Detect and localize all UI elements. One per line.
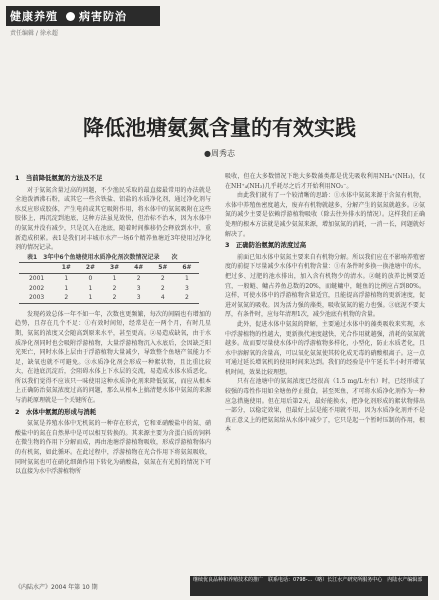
issue-info: 《内陆水产》2004 年第 10 期 bbox=[15, 584, 98, 591]
paragraph: 吸收，但在大多数情况下绝大多数藻类都是优先吸收利用NH₄⁺(NH₃)，仅在NH⁺₄(NH₃)几乎耗尽之后才开始利用NO₃⁻。 bbox=[225, 173, 425, 190]
paragraph: 发现药效总体一年不如一年，次数也更频繁，每次的间隔也有增加的趋势，且存在几个不足：①有效时间短，经常是在一两个月，有时几星期，氨氮的浓度又会随高到原来水平，甚至更高。②易造成缺氧，由于水质净化剂同时也会吸附浮游植物，大量浮游植物沉入水底后，会因缺乏阳光死亡，同时水体上层由于浮游植物大量减少，导致整个鱼塘产氧能力不足，缺氧也就不可避免。③水质净化剂会形成一种絮状物，且比重比较大，在池底沉淀后，会阻碍水体上下水层的交流，易造成水体水质恶化，所以我们觉得不应该只一味使用这种水质净化剂来降低氨氮，而应从根本上正确防治氨氮浓度过高的问题，那么从根本上搞清楚水体中氨氮的来源与消耗原理就是一个关键所在。 bbox=[15, 310, 211, 405]
table-cell: 1 bbox=[112, 274, 117, 282]
table-cell: 2 bbox=[136, 274, 141, 282]
advertisement-banner: 继续优良品种和养殖技术的推广 联系电话：0798-...（略）长江水产研究所服务中心 内陆水产编辑部 bbox=[190, 576, 428, 596]
table-header-cell: 6# bbox=[182, 264, 192, 272]
table-cell: 1 bbox=[64, 274, 69, 282]
table-header-cell: 3# bbox=[109, 264, 120, 272]
section-label-left: 健康养殖 bbox=[10, 10, 58, 23]
table-cell: 3 bbox=[136, 294, 141, 302]
article-author: ●周秀志 bbox=[204, 149, 235, 158]
paragraph: 对于氨氮含量过高的问题，不少渔民采取的最直接最常用的办法就是全池泼洒沸石粉，或其它一些含铁盐、铝盐的水质净化剂，通过净化剂与水反应形成胶体，产生电荷或其它吸附作用，将水体中的氨氮吸附在这些胶体上，再沉淀到池底，这种方法虽见效快，但治标不治本，因为水体中的氨氮并没有减少，只是沉入在池底，随着时间推移仍会释放到水中，重新造成积累。表1是我们对丰城市水产一场6个精养鱼塘近3年使用过净化剂的情况记录。 bbox=[15, 186, 211, 252]
table-cell: 2003 bbox=[28, 294, 45, 302]
table-cell: 1 bbox=[88, 284, 93, 292]
paragraph: 此外，促进水体中氨氮的降解，主要通过水体中的藻类吸收来实现，水中浮游植物的性越大，更新换代速度越快，光合作用就越强，消耗的氨氮就越多。故而要尽量使水体中的浮游植物多样化，小型化，防止水质老化，且水中溶解氧的含量高，可以氧化氨氮使其转化成无毒的硝酸根离子。这一点可通过延长增氧机的使用时间来达到。我们的经验是中午延长半小时开增氧机时间，效果比较理想。 bbox=[225, 320, 425, 376]
table-row bbox=[19, 293, 199, 303]
table-cell: 0 bbox=[88, 274, 93, 282]
table-row bbox=[19, 284, 199, 294]
table-cell: 3 bbox=[185, 284, 189, 292]
table-cell: 1 bbox=[88, 294, 93, 302]
table-header-row bbox=[19, 263, 199, 274]
table-cell: 2002 bbox=[28, 284, 45, 292]
section-heading-3: 3 正确防治氨氮的浓度过高 bbox=[225, 241, 307, 250]
table-cell: 2 bbox=[112, 284, 117, 292]
table-header-cell: 1# bbox=[61, 264, 71, 272]
table-header-cell bbox=[19, 263, 54, 274]
page-header bbox=[0, 0, 439, 40]
table-cell: 1 bbox=[64, 284, 69, 292]
table-row bbox=[19, 273, 199, 283]
article-title: 降低池塘氨氮含量的有效实践 bbox=[83, 116, 356, 140]
table-header-cell: 5# bbox=[158, 264, 168, 272]
section-label-right: 病害防治 bbox=[79, 10, 127, 23]
table-cell: 2 bbox=[160, 284, 165, 292]
table-header-cell: 2# bbox=[85, 264, 96, 272]
section-heading-2: 2 水体中氨氮的形成与消耗 bbox=[15, 407, 97, 416]
table-header-cell: 4# bbox=[134, 264, 144, 272]
section-heading-1: 1 当前降低氨氮的方法及不足 bbox=[15, 174, 103, 182]
table-cell: 3 bbox=[136, 284, 141, 292]
right-column bbox=[225, 172, 425, 572]
table-cell: 2 bbox=[64, 294, 69, 302]
table-cell: 2 bbox=[160, 274, 165, 282]
table-caption: 表1 3年中6个鱼塘使用水质净化剂次数情况记录 次 bbox=[27, 253, 178, 261]
paragraph: 只有在池塘中的氨氮浓度已经很高（1.5 mg/L左右）时，已经形成了较强的毒性作用如全塘鱼停止摄食，甚至死鱼，才可将水质净化剂作为一种应急措施使用。但在用后第2天，最好能换水，把净化剂形成的絮状物排出一部分，以稳定效果，但最好上层是能不用就不用，因为水质净化剂并不是真正意义上的把氨氮给从水体中减少了，它只是起一个暂时压制的作用，根本 bbox=[225, 378, 425, 434]
page-footer bbox=[0, 574, 439, 600]
paragraph: 由此我们就有了一个较清晰的思路：①水体中氨氮来源于含氮有机物，水体中养殖鱼密度越大，废弃有机物就越多，分解产生的氨氮就越多。②氨氮的减少主要是依赖浮游植物吸收（除去往外排水的情况）。这样我们正确处理的根本方法就是减少氨氮来源，增加氨氮的消耗，一消一长，问题就好解决了。 bbox=[225, 192, 425, 238]
table-cell: 2001 bbox=[28, 274, 45, 282]
usage-table bbox=[19, 262, 199, 303]
paragraph: 氨氮是养殖水体中无机氮的一种存在形式，它和亚硝酸盐中的氮、硝酸盐中的氮在自然界中是可以相互转换的。其来源主要为含蛋白质的饲料在微生物的作用下分解而成，再由池塘浮游植物吸收，形成浮游植物体内的有机氮，如此循环。在此过程中，浮游植物在光合作用下将氨氮吸收，同时氨氮也可在硝化细菌作用下转化为硝酸盐，氨氮在有光照的情况下可以直接为水中浮游植物所 bbox=[15, 420, 211, 476]
table-cell: 1 bbox=[185, 274, 189, 282]
left-column bbox=[15, 172, 211, 572]
paragraph: 前面已知水体中氨氮主要来自有机物分解。所以我们应在不影响养殖密度的前提下尽量减少水体中有机物含量：①有条件时多换一换池塘中的水，把过多、过肥的池水排出，加入含有机物少的清水。②鲢的放养比例要适宜，一般鲢、鳙占养鱼总数的20%，而鲢鳙中，鲢鱼的比例应占到80%。这样，可使水体中的浮游植物含量适宜，且能提高浮游植物的更新速度，促进对氨氮的吸收。因为活力强的藻类，吸收氨氮的能力也强。③底泥不要太厚，有条件时，应每年清理1次，减少池底有机物的含量。 bbox=[225, 253, 425, 319]
table-cell: 4 bbox=[160, 294, 165, 302]
editor-credit: 责任编辑 / 徐永超 bbox=[10, 30, 58, 37]
section-banner bbox=[6, 6, 160, 26]
table-cell: 2 bbox=[112, 294, 117, 302]
table-cell: 2 bbox=[185, 294, 189, 302]
bullet-dot-icon bbox=[66, 12, 75, 21]
